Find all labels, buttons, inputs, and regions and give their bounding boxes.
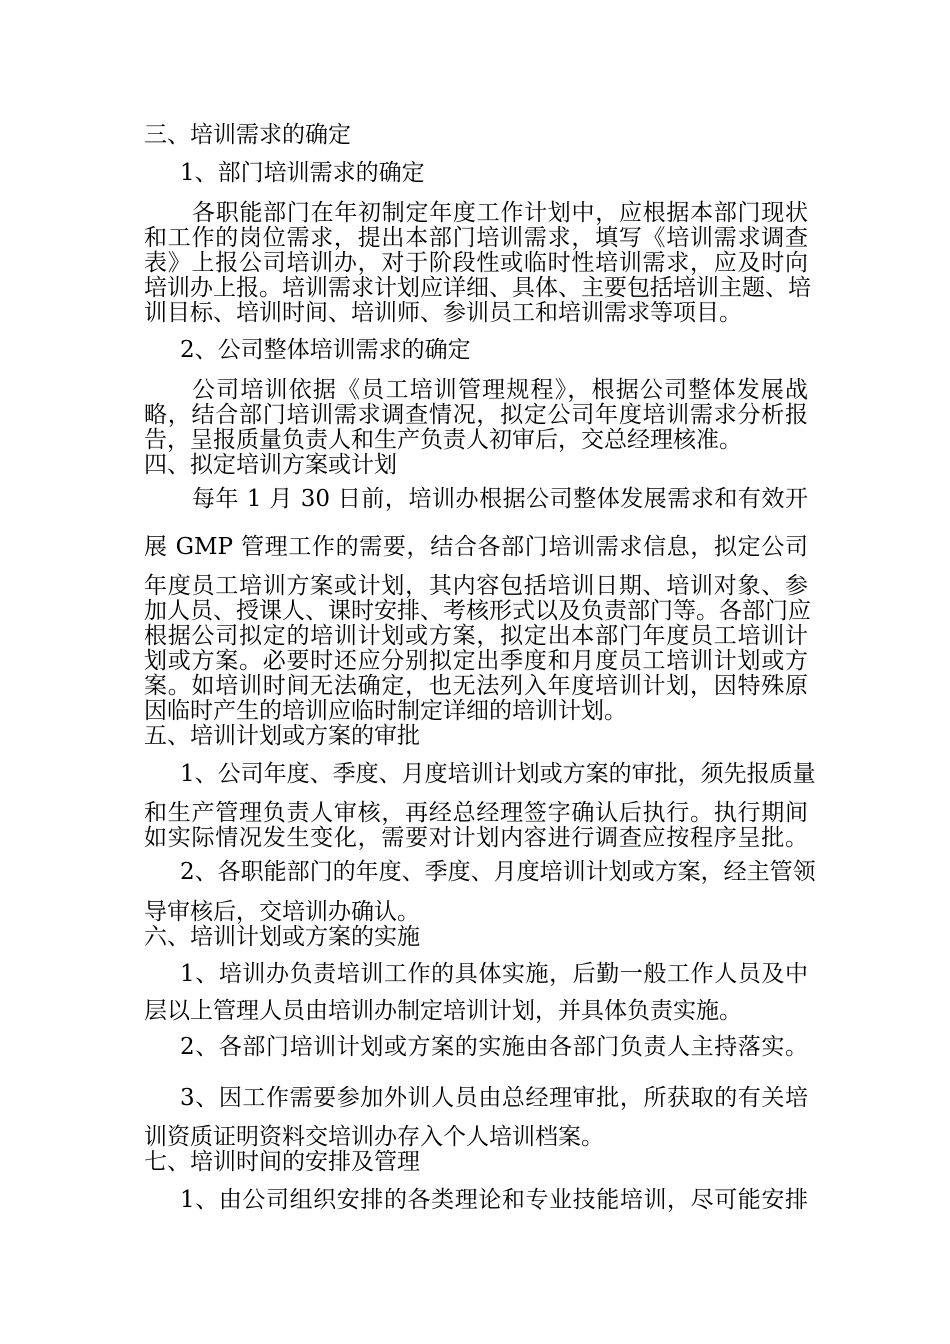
paragraph-line: 略，结合部门培训需求调查情况，拟定公司年度培训需求分析报: [144, 402, 808, 428]
section-heading-6: 六、培训计划或方案的实施: [144, 924, 420, 950]
section-heading-3: 三、培训需求的确定: [144, 122, 351, 148]
paragraph-line: 层以上管理人员由培训办制定培训计划，并具体负责实施。: [144, 998, 742, 1024]
paragraph-line: 表》上报公司培训办，对于阶段性或临时性培训需求，应及时向: [144, 250, 808, 276]
subheading-3-1: 1、部门培训需求的确定: [180, 160, 425, 186]
section-heading-5: 五、培训计划或方案的审批: [144, 723, 420, 749]
paragraph-line: 根据公司拟定的培训计划或方案，拟定出本部门年度员工培训计: [144, 623, 808, 649]
paragraph-line: 导审核后，交培训办确认。: [144, 899, 420, 925]
paragraph-line: 和工作的岗位需求，提出本部门培训需求，填写《培训需求调查: [144, 225, 808, 251]
paragraph-line: 案。如培训时间无法确定，也无法列入年度培训计划，因特殊原: [144, 673, 808, 699]
paragraph-line: 展 GMP 管理工作的需要，结合各部门培训需求信息，拟定公司: [144, 534, 808, 560]
paragraph-line: 告，呈报质量负责人和生产负责人初审后，交总经理核准。: [144, 427, 742, 453]
paragraph-line: 培训办上报。培训需求计划应详细、具体、主要包括培训主题、培: [144, 275, 811, 301]
paragraph-line: 3、因工作需要参加外训人员由总经理审批，所获取的有关培: [180, 1085, 808, 1111]
paragraph-line: 1、公司年度、季度、月度培训计划或方案的审批，须先报质量: [180, 761, 816, 787]
paragraph-line: 训目标、培训时间、培训师、参训员工和培训需求等项目。: [144, 300, 742, 326]
paragraph-line: 公司培训依据《员工培训管理规程》，根据公司整体发展战: [192, 377, 808, 403]
paragraph-line: 2、各职能部门的年度、季度、月度培训计划或方案，经主管领: [180, 859, 816, 885]
paragraph-line: 加人员、授课人、课时安排、考核形式以及负责部门等。各部门应: [144, 598, 811, 624]
paragraph-line: 年度员工培训方案或计划，其内容包括培训日期、培训对象、参: [144, 573, 808, 599]
paragraph-line: 2、各部门培训计划或方案的实施由各部门负责人主持落实。: [180, 1034, 808, 1060]
paragraph-line: 和生产管理负责人审核，再经总经理签字确认后执行。执行期间: [144, 800, 808, 826]
paragraph-line: 划或方案。必要时还应分别拟定出季度和月度员工培训计划或方: [144, 648, 808, 674]
paragraph-line: 如实际情况发生变化，需要对计划内容进行调查应按程序呈批。: [144, 825, 808, 851]
paragraph-line: 1、培训办负责培训工作的具体实施，后勤一般工作人员及中: [180, 961, 808, 987]
paragraph-line: 每年 1 月 30 日前，培训办根据公司整体发展需求和有效开: [192, 486, 808, 512]
paragraph-line: 训资质证明资料交培训办存入个人培训档案。: [144, 1124, 604, 1150]
paragraph-line: 因临时产生的培训应临时制定详细的培训计划。: [144, 698, 627, 724]
section-heading-4: 四、拟定培训方案或计划: [144, 452, 397, 478]
subheading-3-2: 2、公司整体培训需求的确定: [180, 337, 471, 363]
paragraph-line: 各职能部门在年初制定年度工作计划中，应根据本部门现状: [192, 200, 808, 226]
paragraph-line: 1、由公司组织安排的各类理论和专业技能培训，尽可能安排: [180, 1187, 808, 1213]
section-heading-7: 七、培训时间的安排及管理: [144, 1149, 420, 1175]
